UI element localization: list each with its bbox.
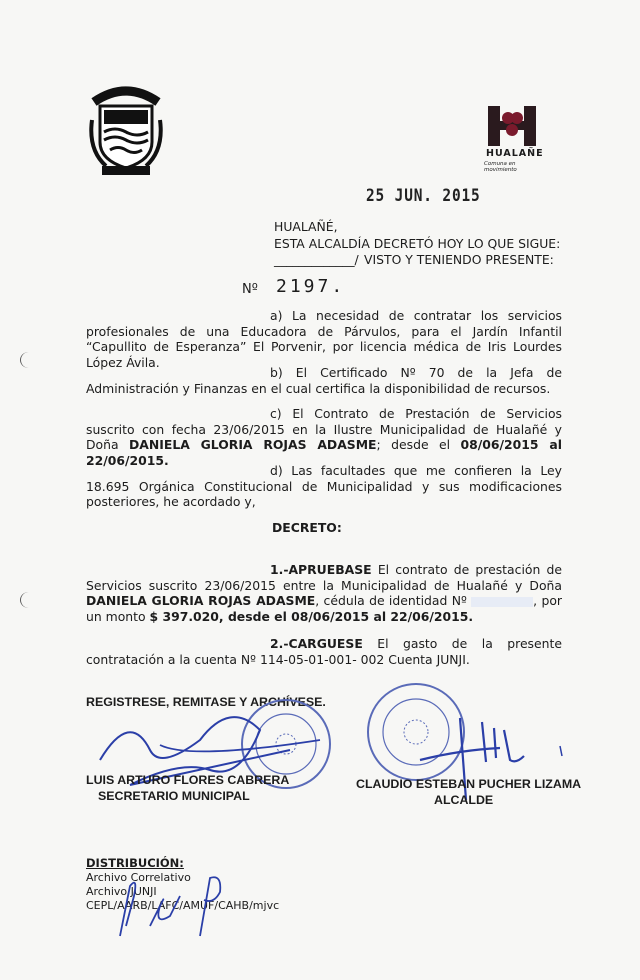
contract-dates: 08/06/2015 al 22/06/2015. [86, 437, 562, 468]
consideration-b: b) El Certificado Nº 70 de la Jefa de Administración y Finanzas en el cual certifica la disponibilidad de recursos. [86, 365, 562, 396]
redacted-id-number [471, 597, 533, 607]
article-1-name: DANIELA GLORIA ROJAS ADASME [86, 593, 316, 608]
decree-number: 2197. [276, 276, 346, 297]
hole-punch-mark [20, 592, 37, 608]
initials-signature [110, 866, 240, 946]
article-2: 2.-CARGUESE El gasto de la presente contratación a la cuenta Nº 114-05-01-001- 002 Cuenta JUNJI. [86, 636, 562, 667]
date-stamp: 25 JUN. 2015 [366, 186, 481, 206]
intro-blank-line: _____________/ [274, 252, 359, 267]
intro-city: HUALAÑÉ, [274, 219, 338, 234]
decreto-heading: DECRETO: [272, 520, 342, 535]
distribution-line: Archivo JUNJI [86, 885, 157, 898]
article-1-label: 1.-APRUEBASE [270, 562, 372, 577]
hualane-logo [478, 104, 548, 176]
secretary-title: SECRETARIO MUNICIPAL [98, 789, 250, 803]
consideration-a: a) La necesidad de contratar los servicios profesionales de una Educadora de Párvulos, para el Jardín Infantil “Capullito de Esperanza” El Porvenir, por licencia médica de Iris Lourdes López Ávila. [86, 308, 562, 370]
secretary-name: LUIS ARTURO FLORES CABRERA [86, 773, 290, 787]
intro-visto: VISTO Y TENIENDO PRESENTE: [364, 252, 554, 267]
mayor-name: CLAUDIO ESTEBAN PUCHER LIZAMA [356, 777, 582, 791]
decree-number-prefix: Nº [242, 282, 258, 297]
contractor-name: DANIELA GLORIA ROJAS ADASME [129, 437, 377, 452]
mayor-title: ALCALDE [434, 793, 494, 807]
hualane-logo-tagline: Comuna en movimiento [484, 161, 517, 173]
municipal-crest-logo [86, 80, 166, 176]
consideration-c: c) El Contrato de Prestación de Servicios suscrito con fecha 23/06/2015 en la Ilustre Municipalidad de Hualañé y Doña DANIELA GLORIA ROJAS ADASME; desde el 08/06/2015 al 22/06/2015. [86, 406, 562, 468]
distribution-line: Archivo Correlativo [86, 871, 191, 884]
hualane-logo-name: HUALAÑE [486, 148, 544, 159]
article-1: 1.-APRUEBASE El contrato de prestación de Servicios suscrito 23/06/2015 entre la Municipalidad de Hualañé y Doña DANIELA GLORIA ROJAS ADASME, cédula de identidad Nº , por un monto $ 397.020, desde el 08/06/2015 al 22/06/2015. [86, 562, 563, 624]
consideration-d: d) Las facultades que me confieren la Ley 18.695 Orgánica Constitucional de Municipalidad y sus modificaciones posteriores, he acordado y, [86, 463, 562, 509]
closing-statement: REGISTRESE, REMITASE Y ARCHÍVESE. [86, 695, 326, 709]
intro-decree-statement: ESTA ALCALDÍA DECRETÓ HOY LO QUE SIGUE: [274, 236, 561, 251]
article-1-amount: $ 397.020, desde el 08/06/2015 al 22/06/2015. [149, 608, 474, 624]
distribution-heading: DISTRIBUCIÓN: [86, 856, 184, 870]
distribution-line: CEPL/AARB/LAFC/AMUF/CAHB/mjvc [86, 899, 280, 912]
hualane-h-mark [478, 104, 548, 148]
hole-punch-mark [20, 352, 37, 368]
article-2-label: 2.-CARGUESE [270, 636, 363, 651]
